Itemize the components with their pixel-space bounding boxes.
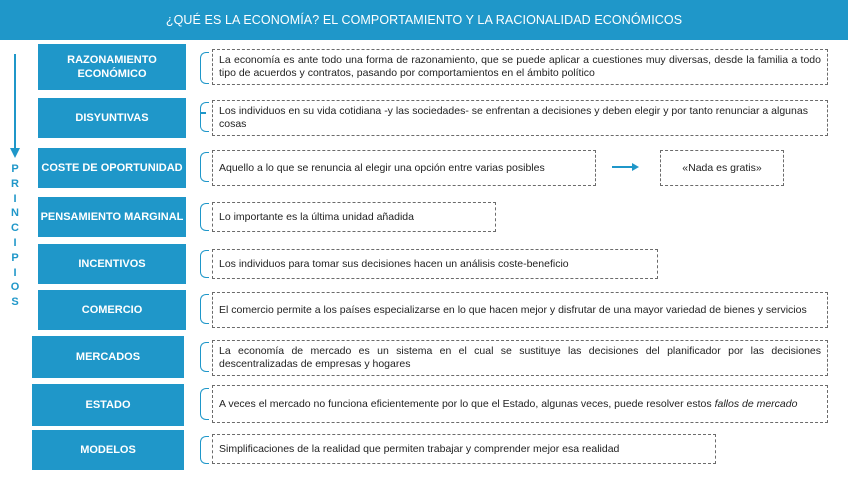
concept-description-mercados xyxy=(212,340,828,376)
letter: I xyxy=(13,192,17,205)
concept-description-coste-oportunidad xyxy=(212,150,596,186)
description-text: Aquello a lo que se renuncia al elegir una opción entre varias posibles xyxy=(219,161,545,174)
brace-connector xyxy=(200,436,209,464)
brace-connector xyxy=(200,203,209,231)
letter: O xyxy=(10,281,20,294)
arrow-head-icon xyxy=(632,163,639,171)
concept-label-text: INCENTIVOS xyxy=(78,258,146,270)
description-text-emphasis: fallos de mercado xyxy=(714,397,798,410)
brace-connector xyxy=(200,388,209,420)
concept-label-estado xyxy=(32,384,184,426)
brace-connector xyxy=(200,250,209,278)
description-text: La economía es ante todo una forma de razonamiento, que se puede aplicar a cuestiones muy diversas, desde la familia a todo tipo de acuerdos y contratos, pasando por comportamientos en el ámbito político xyxy=(219,54,821,79)
brace-connector xyxy=(200,294,209,324)
concept-description-incentivos xyxy=(212,249,658,279)
concept-description-modelos xyxy=(212,434,716,464)
brace-connector xyxy=(200,342,209,372)
concept-label-disyuntivas xyxy=(38,98,186,138)
concept-label-text: MODELOS xyxy=(80,444,136,456)
concept-label-text: COMERCIO xyxy=(81,304,143,316)
description-text-main: A veces el mercado no funciona eficientemente por lo que el Estado, algunas veces, puede resolver estos xyxy=(219,397,712,410)
letter: S xyxy=(11,296,19,309)
concept-label-pensamiento-marginal xyxy=(38,197,186,237)
description-text: La economía de mercado es un sistema en el cual se sustituye las decisiones del planificador por las decisiones descentralizadas de empresas y hogares xyxy=(219,345,821,370)
letter: I xyxy=(13,236,17,249)
concept-label-razonamiento xyxy=(38,44,186,90)
concept-label-coste-oportunidad xyxy=(38,148,186,188)
letter: P xyxy=(11,163,19,175)
concept-description-pensamiento-marginal xyxy=(212,202,496,232)
description-text: El comercio permite a los países especializarse en lo que hacen mejor y disfrutar de una mayor variedad de bienes y servicios xyxy=(219,303,807,316)
concept-description-disyuntivas xyxy=(212,100,828,136)
nada-es-gratis-box xyxy=(660,150,784,186)
description-text: Simplificaciones de la realidad que permiten trabajar y comprender mejor esa realidad xyxy=(219,442,620,455)
letter: R xyxy=(11,177,19,190)
down-arrow-icon xyxy=(6,52,24,162)
concept-label-text: COSTE DE OPORTUNIDAD xyxy=(41,162,183,174)
concept-description-comercio xyxy=(212,292,828,328)
concept-label-mercados xyxy=(32,336,184,378)
concept-label-text: DISYUNTIVAS xyxy=(75,112,149,124)
concept-label-text: PENSAMIENTO MARGINAL xyxy=(40,211,184,223)
principles-indicator xyxy=(6,52,24,352)
brace-connector xyxy=(200,152,209,182)
letter: N xyxy=(11,207,19,220)
description-text xyxy=(219,398,797,411)
description-text: Los individuos para tomar sus decisiones hacen un análisis coste-beneficio xyxy=(219,257,569,270)
concept-label-modelos xyxy=(32,430,184,470)
concept-label-comercio xyxy=(38,290,186,330)
concept-label-incentivos xyxy=(38,244,186,284)
right-arrow-icon xyxy=(612,166,634,168)
letter: P xyxy=(11,251,19,264)
page-title: ¿QUÉ ES LA ECONOMÍA? EL COMPORTAMIENTO Y LA RACIONALIDAD ECONÓMICOS xyxy=(165,13,683,27)
concept-label-text: RAZONAMIENTO ECONÓMICO xyxy=(67,54,157,80)
concept-description-estado xyxy=(212,385,828,423)
nada-es-gratis-text: «Nada es gratis» xyxy=(682,161,762,174)
concept-label-text: ESTADO xyxy=(85,399,131,411)
header-banner xyxy=(0,0,848,40)
concept-label-text: MERCADOS xyxy=(75,351,141,363)
description-text: Los individuos en su vida cotidiana -y las sociedades- se enfrentan a decisiones y deben elegir y por tanto renunciar a algunas cosas xyxy=(219,105,808,130)
letter: I xyxy=(13,266,17,279)
description-text: Lo importante es la última unidad añadida xyxy=(219,210,414,223)
brace-connector xyxy=(200,52,209,84)
concept-description-razonamiento xyxy=(212,49,828,85)
letter: C xyxy=(11,222,19,235)
brace-connector xyxy=(200,102,209,132)
principles-letters xyxy=(6,162,24,310)
